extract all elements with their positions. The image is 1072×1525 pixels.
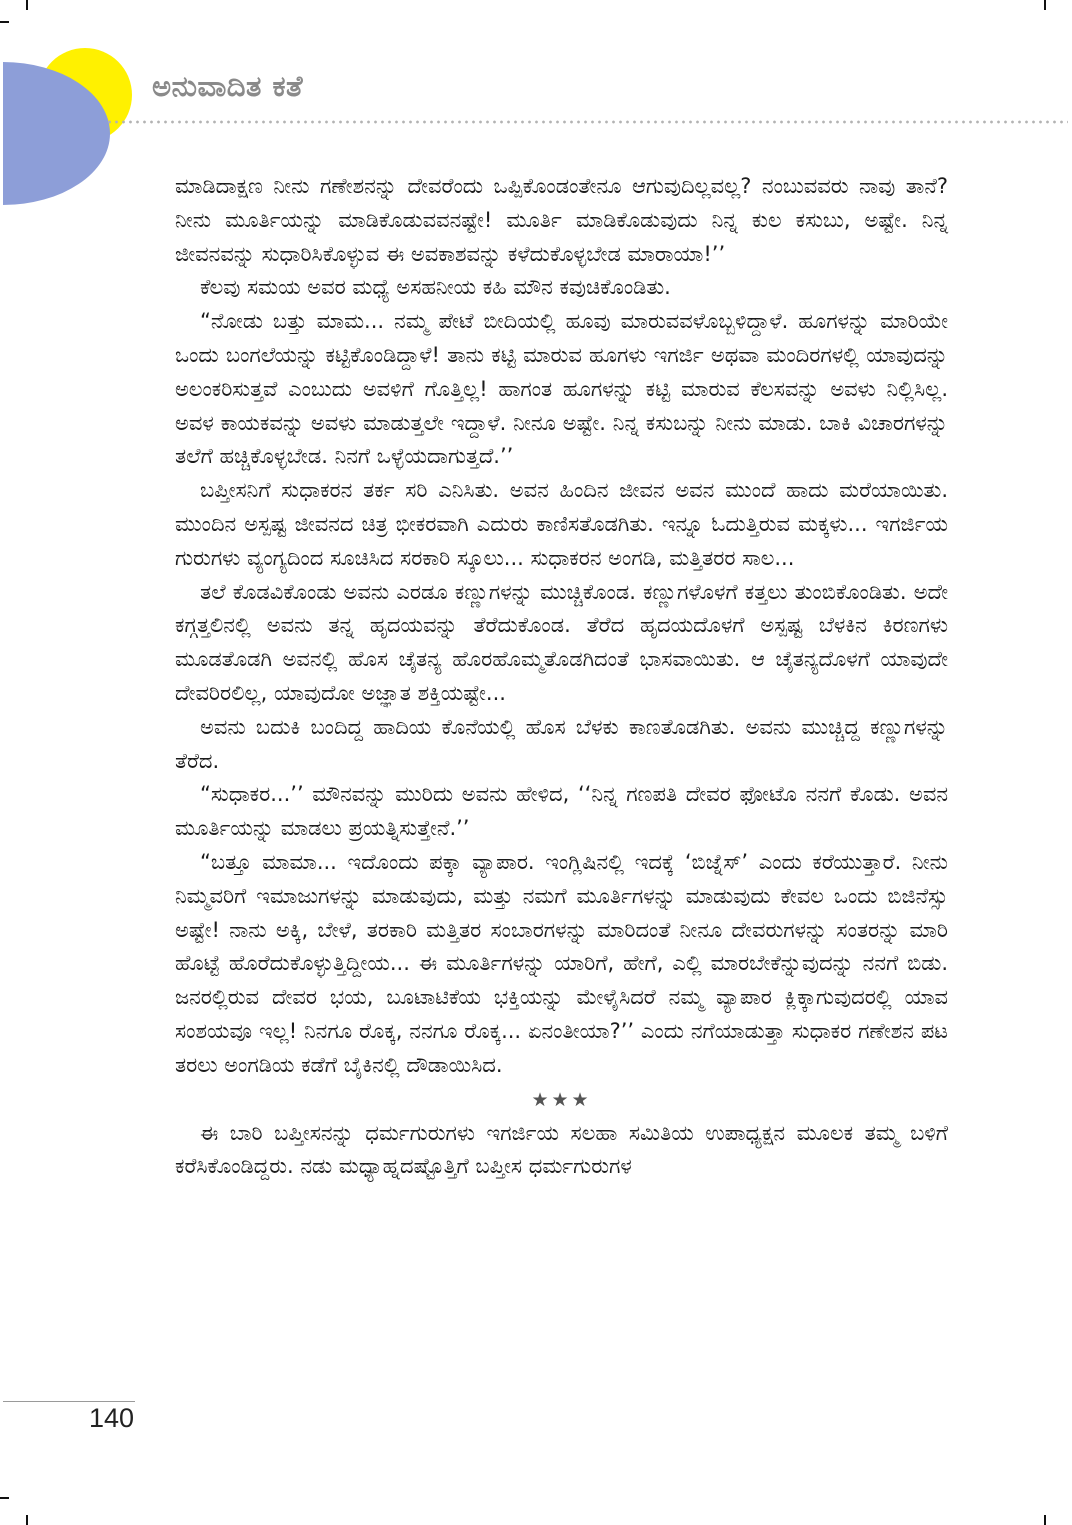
section-break: ★★★ <box>531 1088 592 1111</box>
paragraph: “ನೋಡು ಬತ್ತು ಮಾಮ... ನಮ್ಮ ಪೇಟೆ ಬೀದಿಯಲ್ಲಿ ಹೂವು ಮಾರುವವಳೊಬ್ಬಳಿದ್ದಾಳೆ. ಹೂಗಳನ್ನು ಮಾರಿಯೇ ಒಂದು ಬಂಗಲೆಯನ್ನು ಕಟ್ಟಿಕೊಂಡಿದ್ದಾಳೆ! ತಾನು ಕಟ್ಟಿ ಮಾರುವ ಹೂಗಳು ಇಗರ್ಜಿ ಅಥವಾ ಮಂದಿರಗಳಲ್ಲಿ ಯಾವುದನ್ನು ಅಲಂಕರಿಸುತ್ತವೆ ಎಂಬುದು ಅವಳಿಗೆ ಗೊತ್ತಿಲ್ಲ! ಹಾಗಂತ ಹೂಗಳನ್ನು ಕಟ್ಟಿ ಮಾರುವ ಕೆಲಸವನ್ನು ಅವಳು ನಿಲ್ಲಿಸಿಲ್ಲ. ಅವಳ ಕಾಯಕವನ್ನು ಅವಳು ಮಾಡುತ್ತಲೇ ಇದ್ದಾಳೆ. ನೀನೂ ಅಷ್ಟೇ. ನಿನ್ನ ಕಸುಬನ್ನು ನೀನು ಮಾಡು. ಬಾಕಿ ವಿಚಾರಗಳನ್ನು ತಲೆಗೆ ಹಚ್ಚಿಕೊಳ್ಳಬೇಡ. ನಿನಗೆ ಒಳ್ಳೆಯದಾಗುತ್ತದೆ.’’ <box>175 309 948 469</box>
page-number: 140 <box>88 1403 134 1433</box>
paragraph: ಈ ಬಾರಿ ಬಪ್ತೀಸನನ್ನು ಧರ್ಮಗುರುಗಳು ಇಗರ್ಜಿಯ ಸಲಹಾ ಸಮಿತಿಯ ಉಪಾಧ್ಯಕ್ಷನ ಮೂಲಕ ತಮ್ಮ ಬಳಿಗೆ ಕರೆಸಿಕೊಂಡಿದ್ದರು. ನಡು ಮಧ್ಯಾಹ್ನದಷ್ಟೊತ್ತಿಗೆ ಬಪ್ತೀಸ ಧರ್ಮಗುರುಗಳ <box>175 1120 948 1179</box>
paragraph: ಕೆಲವು ಸಮಯ ಅವರ ಮಧ್ಯೆ ಅಸಹನೀಯ ಕಹಿ ಮೌನ ಕವುಚಿಕೊಂಡಿತು. <box>200 275 671 300</box>
story-body <box>175 170 948 1184</box>
crop-mark <box>1044 1515 1046 1525</box>
paragraph: ಬಪ್ತೀಸನಿಗೆ ಸುಧಾಕರನ ತರ್ಕ ಸರಿ ಎನಿಸಿತು. ಅವನ ಹಿಂದಿನ ಜೀವನ ಅವನ ಮುಂದೆ ಹಾದು ಮರೆಯಾಯಿತು. ಮುಂದಿನ ಅಸ್ಪಷ್ಟ ಜೀವನದ ಚಿತ್ರ ಭೀಕರವಾಗಿ ಎದುರು ಕಾಣಿಸತೊಡಗಿತು. ಇನ್ನೂ ಓದುತ್ತಿರುವ ಮಕ್ಕಳು... ಇಗರ್ಜಿಯ ಗುರುಗಳು ವ್ಯಂಗ್ಯದಿಂದ ಸೂಚಿಸಿದ ಸರಕಾರಿ ಸ್ಕೂಲು... ಸುಧಾಕರನ ಅಂಗಡಿ, ಮತ್ತಿತರರ ಸಾಲ... <box>175 478 948 570</box>
paragraph: ಮಾಡಿದಾಕ್ಷಣ ನೀನು ಗಣೇಶನನ್ನು ದೇವರೆಂದು ಒಪ್ಪಿಕೊಂಡಂತೇನೂ ಆಗುವುದಿಲ್ಲವಲ್ಲ? ನಂಬುವವರು ನಾವು ತಾನೆ? ನೀನು ಮೂರ್ತಿಯನ್ನು ಮಾಡಿಕೊಡುವವನಷ್ಟೇ! ಮೂರ್ತಿ ಮಾಡಿಕೊಡುವುದು ನಿನ್ನ ಕುಲ ಕಸುಬು, ಅಷ್ಟೇ. ನಿನ್ನ ಜೀವನವನ್ನು ಸುಧಾರಿಸಿಕೊಳ್ಳುವ ಈ ಅವಕಾಶವನ್ನು ಕಳೆದುಕೊಳ್ಳಬೇಡ ಮಾರಾಯಾ!’’ <box>175 174 948 266</box>
section-title: ಅನುವಾದಿತ ಕತೆ <box>152 69 304 103</box>
crop-mark <box>26 0 28 10</box>
header-dotted-rule <box>106 120 1068 124</box>
crop-mark <box>0 21 9 23</box>
paragraph: ತಲೆ ಕೊಡವಿಕೊಂಡು ಅವನು ಎರಡೂ ಕಣ್ಣುಗಳನ್ನು ಮುಚ್ಚಿಕೊಂಡ. ಕಣ್ಣುಗಳೊಳಗೆ ಕತ್ತಲು ತುಂಬಿಕೊಂಡಿತು. ಅದೇ ಕಗ್ಗತ್ತಲಿನಲ್ಲಿ ಅವನು ತನ್ನ ಹೃದಯವನ್ನು ತೆರೆದುಕೊಂಡ. ತೆರೆದ ಹೃದಯದೊಳಗೆ ಅಸ್ಪಷ್ಟ ಬೆಳಕಿನ ಕಿರಣಗಳು ಮೂಡತೊಡಗಿ ಅವನಲ್ಲಿ ಹೊಸ ಚೈತನ್ಯ ಹೊರಹೊಮ್ಮತೊಡಗಿದಂತೆ ಭಾಸವಾಯಿತು. ಆ ಚೈತನ್ಯದೊಳಗೆ ಯಾವುದೇ ದೇವರಿರಲಿಲ್ಲ, ಯಾವುದೋ ಅಜ್ಞಾತ ಶಕ್ತಿಯಷ್ಟೇ... <box>175 579 948 705</box>
crop-mark <box>0 1497 9 1499</box>
crop-mark <box>1044 0 1046 10</box>
crop-mark <box>26 1515 28 1525</box>
paragraph: ಅವನು ಬದುಕಿ ಬಂದಿದ್ದ ಹಾದಿಯ ಕೊನೆಯಲ್ಲಿ ಹೊಸ ಬೆಳಕು ಕಾಣತೊಡಗಿತು. ಅವನು ಮುಚ್ಚಿದ್ದ ಕಣ್ಣುಗಳನ್ನು ತೆರೆದ. <box>175 714 948 773</box>
paragraph: “ಸುಧಾಕರ...’’ ಮೌನವನ್ನು ಮುರಿದು ಅವನು ಹೇಳಿದ, ‘‘ನಿನ್ನ ಗಣಪತಿ ದೇವರ ಫೋಟೊ ನನಗೆ ಕೊಡು. ಅವನ ಮೂರ್ತಿಯನ್ನು ಮಾಡಲು ಪ್ರಯತ್ನಿಸುತ್ತೇನೆ.’’ <box>175 782 948 841</box>
paragraph: “ಬತ್ತೂ ಮಾಮಾ... ಇದೊಂದು ಪಕ್ಕಾ ವ್ಯಾಪಾರ. ಇಂಗ್ಲಿಷಿನಲ್ಲಿ ಇದಕ್ಕೆ ‘ಬಿಜ್ನೆಸ್’ ಎಂದು ಕರೆಯುತ್ತಾರೆ. ನೀನು ನಿಮ್ಮವರಿಗೆ ಇಮಾಜುಗಳನ್ನು ಮಾಡುವುದು, ಮತ್ತು ನಮಗೆ ಮೂರ್ತಿಗಳನ್ನು ಮಾಡುವುದು ಕೇವಲ ಒಂದು ಬಿಜಿನೆಸ್ಸು ಅಷ್ಟೇ! ನಾನು ಅಕ್ಕಿ, ಬೇಳೆ, ತರಕಾರಿ ಮತ್ತಿತರ ಸಂಬಾರಗಳನ್ನು ಮಾರಿದಂತೆ ನೀನೂ ದೇವರುಗಳನ್ನು ಸಂತರನ್ನು ಮಾರಿ ಹೊಟ್ಟೆ ಹೊರೆದುಕೊಳ್ಳುತ್ತಿದ್ದೀಯ... ಈ ಮೂರ್ತಿಗಳನ್ನು ಯಾರಿಗೆ, ಹೇಗೆ, ಎಲ್ಲಿ ಮಾರಬೇಕೆನ್ನುವುದನ್ನು ನನಗೆ ಬಿಡು. ಜನರಲ್ಲಿರುವ ದೇವರ ಭಯ, ಬೂಟಾಟಿಕೆಯ ಭಕ್ತಿಯನ್ನು ಮೇಳೈಸಿದರೆ ನಮ್ಮ ವ್ಯಾಪಾರ ಕ್ಲಿಕ್ಕಾಗುವುದರಲ್ಲಿ ಯಾವ ಸಂಶಯವೂ ಇಲ್ಲ! ನಿನಗೂ ರೊಕ್ಕ, ನನಗೂ ರೊಕ್ಕ... ಏನಂತೀಯಾ?’’ ಎಂದು ನಗೆಯಾಡುತ್ತಾ ಸುಧಾಕರ ಗಣೇಶನ ಪಟ ತರಲು ಅಂಗಡಿಯ ಕಡೆಗೆ ಬೈಕಿನಲ್ಲಿ ದೌಡಾಯಿಸಿದ. <box>175 849 948 1077</box>
